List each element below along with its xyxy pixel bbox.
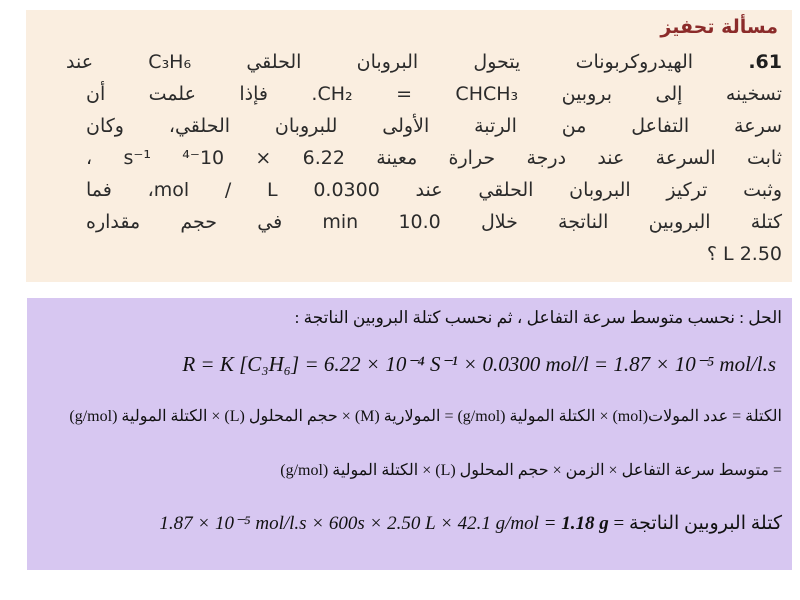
problem-line-2: تسخينه إلى بروبين CH₂ = CHCH₃. فإذا علمت أن xyxy=(86,83,782,105)
problem-line-text: الهيدروكربونات يتحول البروبان الحلقي C₃H₆ عند xyxy=(66,51,694,73)
rate-equation: R = K [C₃H₆] = 6.22 × 10⁻⁴ S⁻¹ × 0.0300 mol/l = 1.87 × 10⁻⁵ mol/l.s xyxy=(182,352,776,376)
problem-line-6: كتلة البروبين الناتجة خلال 10.0 min في حجم مقداره xyxy=(86,211,782,233)
mass-formula-line-2: = متوسط سرعة التفاعل × الزمن × حجم المحلول (L) × الكتلة المولية (g/mol) xyxy=(280,462,782,479)
problem-line-7: 2.50 L ؟ xyxy=(706,243,782,265)
problem-heading: مسألة تحفيز xyxy=(660,16,778,38)
final-expression: 1.87 × 10⁻⁵ mol/l.s × 600s × 2.50 L × 42.1 g/mol = xyxy=(159,513,557,534)
solution-box xyxy=(27,298,792,570)
problem-line-1 xyxy=(66,46,782,78)
problem-box xyxy=(26,10,792,282)
problem-line-3: سرعة التفاعل من الرتبة الأولى للبروبان الحلقي، وكان xyxy=(86,115,782,137)
final-result: 1.18 g xyxy=(561,513,609,534)
final-label: كتلة البروبين الناتجة = xyxy=(613,513,782,534)
solution-intro: الحل : نحسب متوسط سرعة التفاعل ، ثم نحسب كتلة البروبين الناتجة : xyxy=(294,308,782,327)
mass-formula-line-1: الكتلة = عدد المولات(mol) × الكتلة المولية (g/mol) = المولارية (M) × حجم المحلول (L) × الكتلة المولية (g/mol) xyxy=(69,408,782,425)
final-calculation xyxy=(37,512,782,535)
problem-line-5: وثبت تركيز البروبان الحلقي عند 0.0300 mol / L، فما xyxy=(86,179,782,201)
problem-number: 61. xyxy=(748,51,782,73)
problem-line-4: ثابت السرعة عند درجة حرارة معينة 6.22 × 10⁻⁴ s⁻¹ ، xyxy=(86,147,783,169)
